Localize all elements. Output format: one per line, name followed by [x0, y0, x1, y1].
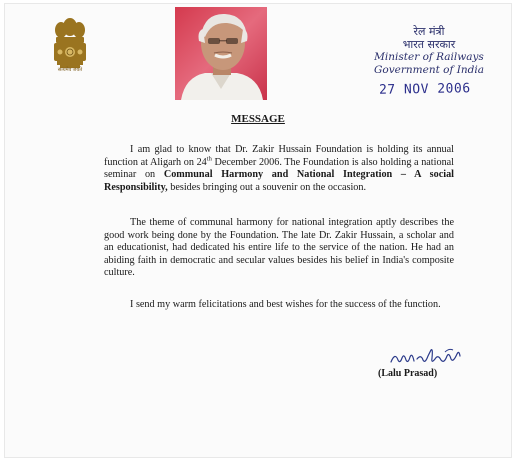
p1-text-c: besides bringing out a souvenir on the occasion. — [167, 181, 367, 193]
letterhead-block — [359, 25, 499, 77]
letterhead-hindi-govt: भारत सरकार — [402, 38, 456, 51]
letter-page — [4, 3, 512, 458]
p1-superscript: th — [206, 155, 212, 163]
p1-text-b: December 2006. The Foundation is also holding a national seminar on — [104, 156, 455, 181]
letterhead-government: Government of India — [374, 64, 484, 76]
handwritten-signature — [387, 344, 467, 368]
p2-text: The theme of communal harmony for national integration aptly describes the good work being done by the Foundation. The late Dr. Zakir Hussain, a scholar and an educationist, had dedicated his entire life to the service of the nation. He had an abiding faith in democratic and secular values besides his belief in India's composite culture. — [104, 217, 454, 279]
paragraph-2 — [104, 217, 454, 280]
p3-text: I send my warm felicitations and best wishes for the success of the function. — [130, 299, 441, 310]
letterhead-minister-title: Minister of Railways — [374, 51, 484, 63]
portrait-photo — [175, 7, 267, 100]
paragraph-1 — [104, 144, 454, 194]
p1-text-a: I am glad to know that Dr. Zakir Hussain Foundation is holding its annual function at Aligarh on 24 — [104, 144, 454, 168]
letterhead-hindi-minister: रेल मंत्री — [413, 25, 445, 38]
seminar-title: Communal Harmony and National Integration – A social Responsibility, — [104, 169, 454, 193]
emblem-motto: सत्यमेव जयते — [57, 68, 83, 73]
paragraph-3 — [104, 299, 454, 312]
date-stamp: 27 NOV 2006 — [378, 81, 471, 98]
signatory-name: (Lalu Prasad) — [378, 368, 438, 379]
message-title: MESSAGE — [231, 113, 285, 125]
